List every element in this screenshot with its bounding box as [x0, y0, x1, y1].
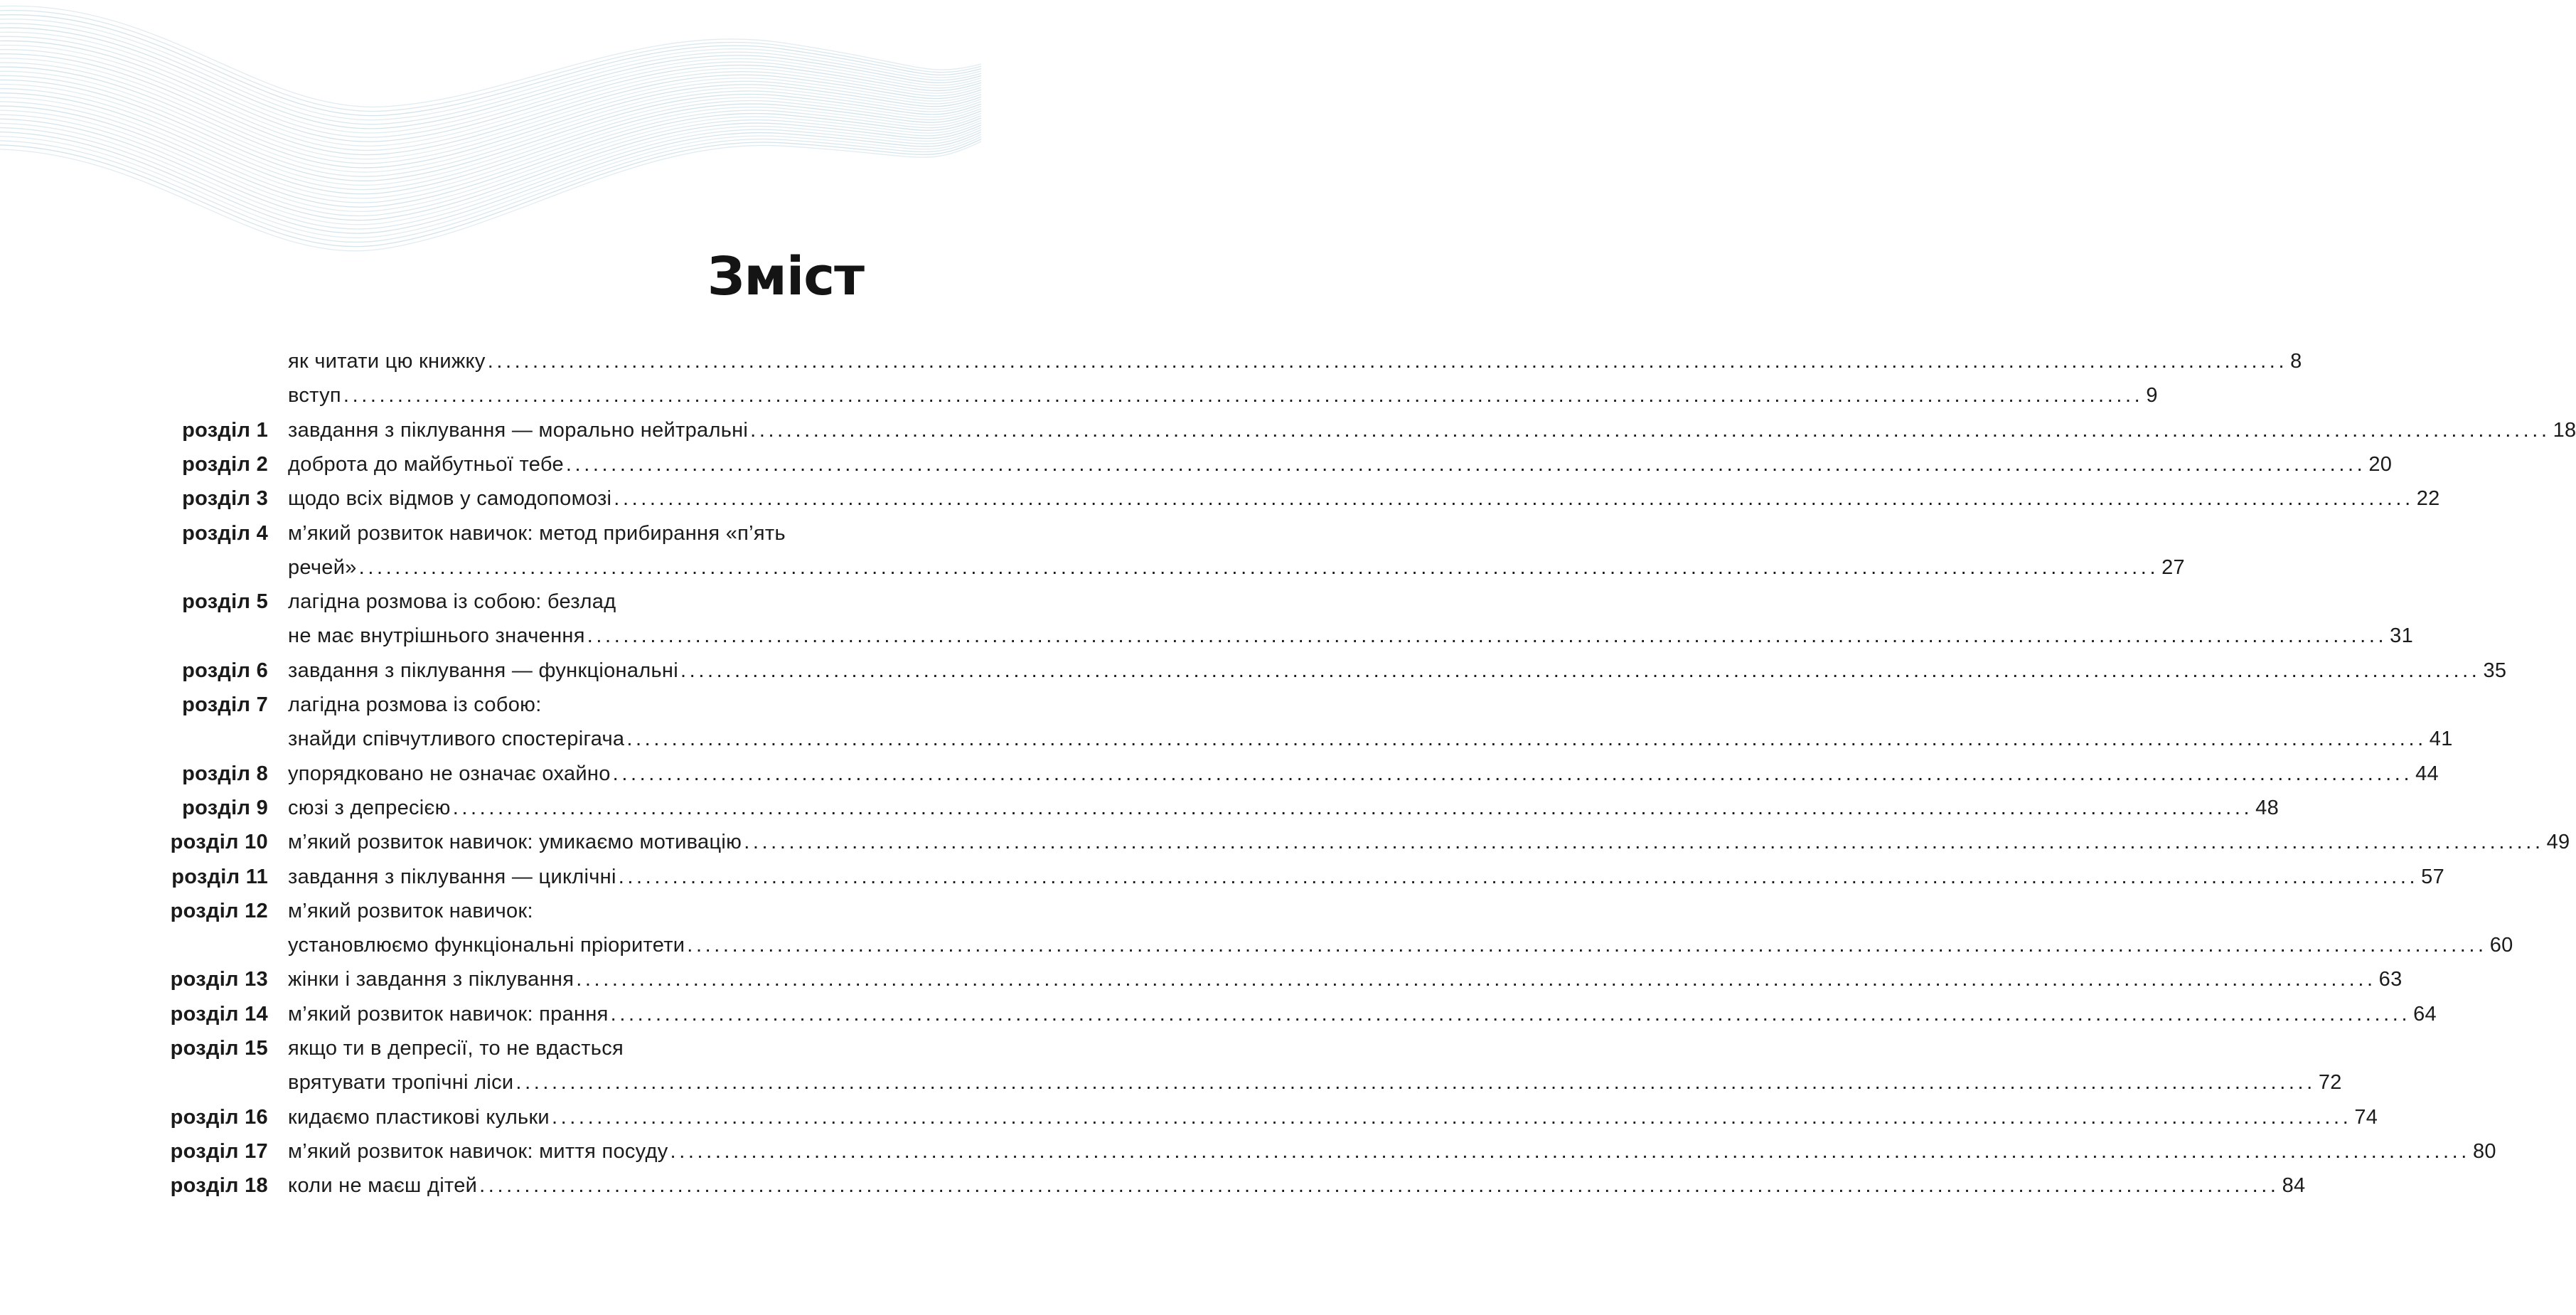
page-number: 49: [2546, 831, 2570, 854]
dot-leader: ........................................................................................................................................................................................................: [551, 1105, 2352, 1129]
entry-title: щодо всіх відмов у самодопомозі: [288, 487, 612, 511]
page-number: 27: [2161, 555, 2185, 579]
chapter-label: розділ 16: [170, 1105, 268, 1129]
chapter-label: розділ 3: [182, 487, 268, 511]
toc-entry[interactable]: [288, 519, 857, 548]
toc-entry[interactable]: [288, 587, 857, 616]
toc-line: [0, 1103, 2378, 1132]
toc-entry[interactable]: [288, 1034, 857, 1063]
page-number: 22: [2416, 487, 2440, 511]
dot-leader: ........................................................................................................................................................................................................: [565, 452, 2366, 476]
dot-leader: ........................................................................................................................................................................................................: [618, 865, 2419, 888]
entry-title: вступ: [288, 384, 341, 408]
toc-entry[interactable]: [288, 897, 857, 925]
page-number: 44: [2415, 762, 2439, 785]
chapter-label: розділ 13: [170, 968, 268, 991]
toc-entry[interactable]: [288, 347, 2302, 376]
entry-title: завдання з піклування — морально нейтральні: [288, 418, 749, 442]
page-number: 31: [2390, 624, 2414, 648]
toc-entry[interactable]: [288, 1137, 2496, 1166]
toc-line: [0, 965, 2403, 994]
toc-line: [0, 863, 2444, 891]
dot-leader: ........................................................................................................................................................................................................: [680, 659, 2481, 682]
toc-entry[interactable]: [288, 553, 2185, 582]
toc-line: [0, 1068, 2342, 1097]
entry-title: знайди співчутливого спостерігача: [288, 728, 625, 751]
toc-line: [0, 381, 2158, 410]
page-number: 9: [2146, 384, 2158, 408]
toc-line: [0, 931, 2513, 959]
entry-title: м’який розвиток навичок: умикаємо мотивацію: [288, 831, 742, 854]
dot-leader: ........................................................................................................................................................................................................: [744, 831, 2544, 854]
page-number: 18: [2553, 418, 2576, 442]
page-number: 57: [2421, 865, 2444, 888]
toc-entry[interactable]: [288, 863, 2444, 891]
toc-line: [0, 1171, 2306, 1200]
toc-line: [0, 760, 2439, 788]
entry-title: якщо ти в депресії, то не вдасться: [288, 1037, 624, 1060]
toc-entry[interactable]: [288, 828, 2570, 856]
entry-title: кидаємо пластикові кульки: [288, 1105, 550, 1129]
dot-leader: ........................................................................................................................................................................................................: [750, 418, 2550, 442]
toc-entry[interactable]: [288, 450, 2393, 479]
dot-leader: ........................................................................................................................................................................................................: [670, 1139, 2470, 1163]
dot-leader: ........................................................................................................................................................................................................: [614, 487, 2414, 511]
entry-title: м’який розвиток навичок: миття посуду: [288, 1139, 668, 1163]
entry-title: м’який розвиток навичок: метод прибирання «п’ять: [288, 521, 786, 545]
entry-title: м’який розвиток навичок: прання: [288, 1002, 609, 1026]
dot-leader: ........................................................................................................................................................................................................: [587, 624, 2388, 648]
chapter-label: розділ 18: [170, 1174, 268, 1198]
toc-entry[interactable]: [288, 381, 2158, 410]
toc-entry[interactable]: [288, 794, 2279, 822]
dot-leader: ........................................................................................................................................................................................................: [576, 968, 2376, 991]
entry-title: сюзі з депресією: [288, 796, 451, 819]
toc-entry[interactable]: [288, 965, 2403, 994]
toc-line: [0, 347, 2302, 376]
dot-leader: ........................................................................................................................................................................................................: [479, 1174, 2280, 1198]
chapter-label: розділ 11: [171, 865, 268, 888]
toc-line: [0, 519, 961, 548]
toc-entry[interactable]: [288, 484, 2440, 513]
toc-line: [0, 725, 2453, 753]
chapter-label: розділ 7: [182, 693, 268, 716]
page-title: Зміст: [707, 246, 864, 307]
entry-title: м’який розвиток навичок:: [288, 899, 533, 922]
entry-title: жінки і завдання з піклування: [288, 968, 574, 991]
entry-title: врятувати тропічні ліси: [288, 1071, 514, 1095]
toc-line: [0, 691, 961, 719]
dot-leader: ........................................................................................................................................................................................................: [612, 762, 2413, 785]
toc-line: [0, 622, 2414, 650]
chapter-label: розділ 5: [182, 590, 268, 614]
toc-line: [0, 1034, 961, 1063]
page-number: 60: [2489, 934, 2513, 957]
entry-title: установлюємо функціональні пріоритети: [288, 934, 685, 957]
entry-title: завдання з піклування — функціональні: [288, 659, 678, 682]
toc-entry[interactable]: [288, 931, 2513, 959]
toc-entry[interactable]: [288, 725, 2453, 753]
entry-title: речей»: [288, 555, 357, 579]
toc-entry[interactable]: [288, 691, 857, 719]
chapter-label: розділ 2: [182, 452, 268, 476]
page-number: 8: [2290, 350, 2302, 373]
toc-entry[interactable]: [288, 622, 2414, 650]
entry-title: упорядковано не означає охайно: [288, 762, 611, 785]
chapter-label: розділ 6: [182, 659, 268, 682]
toc-line: [0, 484, 2440, 513]
toc-entry[interactable]: [288, 1068, 2342, 1097]
page-number: 41: [2429, 728, 2453, 751]
dot-leader: ........................................................................................................................................................................................................: [487, 350, 2288, 373]
toc-line: [0, 1137, 2496, 1166]
chapter-label: розділ 4: [182, 521, 268, 545]
chapter-label: розділ 14: [170, 1002, 268, 1026]
toc-entry[interactable]: [288, 760, 2439, 788]
toc-line: [0, 587, 961, 616]
chapter-label: розділ 1: [182, 418, 268, 442]
dot-leader: ........................................................................................................................................................................................................: [343, 384, 2144, 408]
page-number: 80: [2472, 1139, 2496, 1163]
toc-line: [0, 553, 2185, 582]
toc-entry[interactable]: [288, 1103, 2378, 1132]
entry-title: лагідна розмова із собою:: [288, 693, 542, 716]
toc-line: [0, 828, 2570, 856]
toc-entry[interactable]: [288, 416, 2576, 444]
page-number: 84: [2282, 1174, 2306, 1198]
chapter-label: розділ 8: [182, 762, 268, 785]
entry-title: коли не маєш дітей: [288, 1174, 478, 1198]
page-number: 20: [2368, 452, 2393, 476]
chapter-label: розділ 15: [170, 1037, 268, 1060]
page-number: 72: [2318, 1071, 2342, 1095]
toc-line: [0, 416, 2576, 444]
dot-leader: ........................................................................................................................................................................................................: [515, 1071, 2316, 1095]
toc-entry[interactable]: [288, 1000, 2437, 1028]
toc-line: [0, 897, 961, 925]
dot-leader: ........................................................................................................................................................................................................: [610, 1002, 2411, 1026]
page-number: 48: [2255, 796, 2279, 819]
dot-leader: ........................................................................................................................................................................................................: [626, 728, 2427, 751]
page-number: 74: [2354, 1105, 2378, 1129]
dot-leader: ........................................................................................................................................................................................................: [452, 796, 2253, 819]
page-number: 63: [2378, 968, 2403, 991]
entry-title: не має внутрішнього значення: [288, 624, 585, 648]
toc-line: [0, 450, 2393, 479]
toc-entry[interactable]: [288, 656, 2507, 685]
entry-title: лагідна розмова із собою: безлад: [288, 590, 616, 614]
page-number: 35: [2483, 659, 2507, 682]
dot-leader: ........................................................................................................................................................................................................: [687, 934, 2487, 957]
chapter-label: розділ 10: [170, 831, 268, 854]
toc-line: [0, 656, 2507, 685]
entry-title: завдання з піклування — циклічні: [288, 865, 616, 888]
toc-line: [0, 1000, 2437, 1028]
chapter-label: розділ 9: [182, 796, 268, 819]
entry-title: як читати цю книжку: [288, 350, 486, 373]
toc-entry[interactable]: [288, 1171, 2306, 1200]
entry-title: доброта до майбутньої тебе: [288, 452, 564, 476]
chapter-label: розділ 12: [170, 899, 268, 922]
page-number: 64: [2413, 1002, 2437, 1026]
chapter-label: розділ 17: [170, 1139, 268, 1163]
toc-line: [0, 794, 2279, 822]
dot-leader: ........................................................................................................................................................................................................: [358, 555, 2159, 579]
